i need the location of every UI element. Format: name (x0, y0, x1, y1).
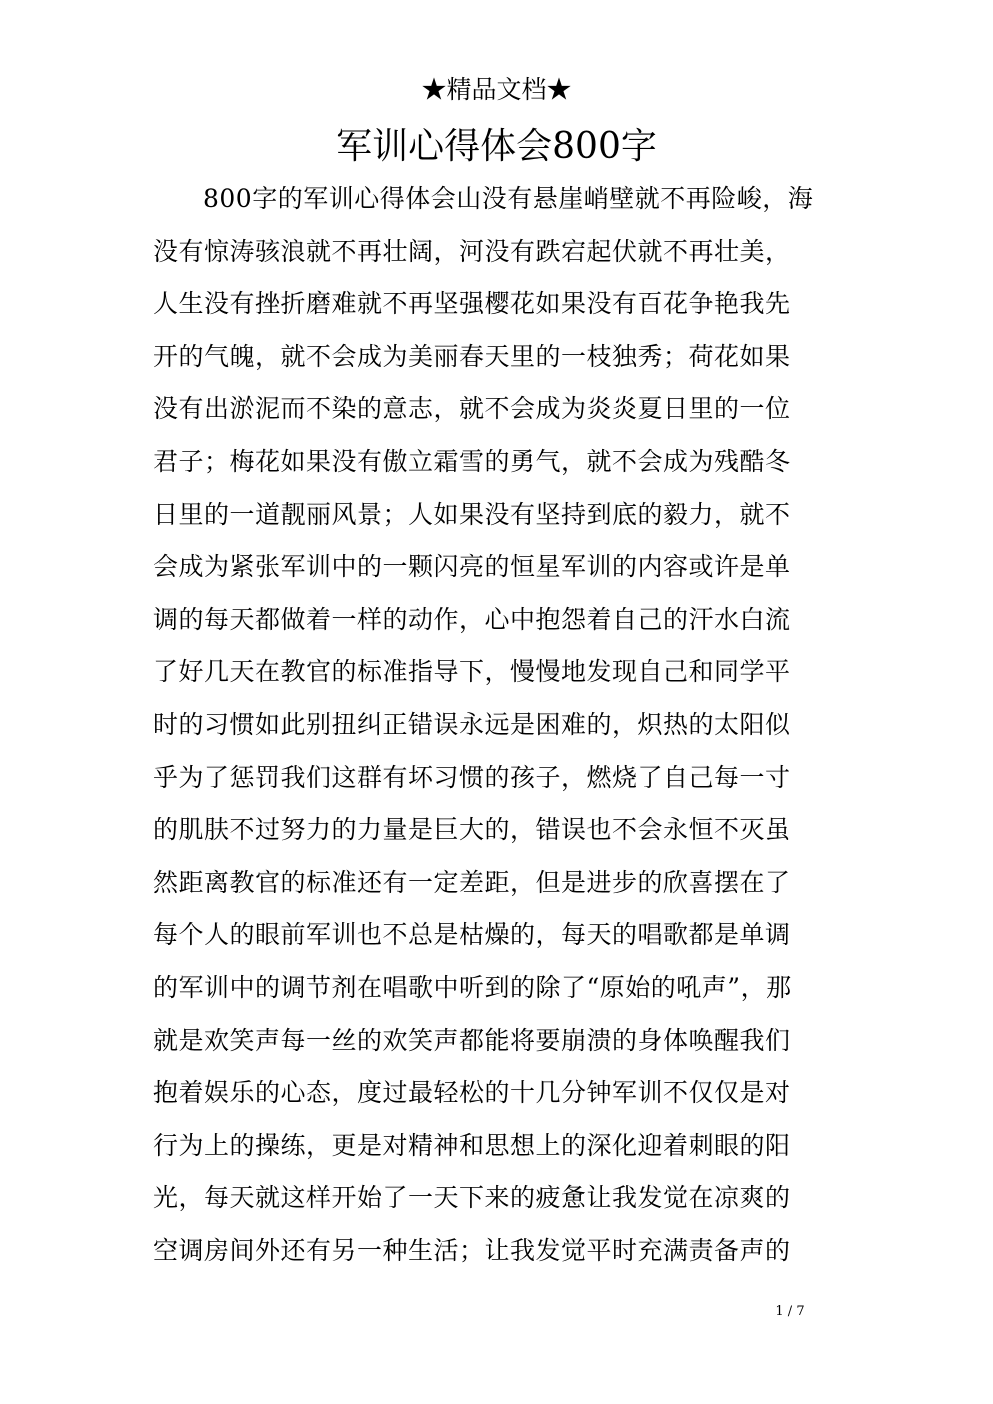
body-line: 人生没有挫折磨难就不再坚强樱花如果没有百花争艳我先 (153, 289, 791, 319)
body-line: 光，每天就这样开始了一天下来的疲惫让我发觉在凉爽的 (153, 1183, 791, 1213)
body-line: 会成为紧张军训中的一颗闪亮的恒星军训的内容或许是单 (153, 552, 791, 582)
body-line: 了好几天在教官的标准指导下，慢慢地发现自己和同学平 (153, 657, 791, 687)
page-number: 1 / 7 (775, 1304, 805, 1319)
header-mark: ★精品文档★ (421, 75, 572, 104)
body-line: 日里的一道靓丽风景；人如果没有坚持到底的毅力，就不 (153, 499, 791, 529)
body-line: 没有出淤泥而不染的意志，就不会成为炎炎夏日里的一位 (153, 394, 791, 424)
body-line: 每个人的眼前军训也不总是枯燥的，每天的唱歌都是单调 (153, 920, 791, 950)
body-line: 空调房间外还有另一种生活；让我发觉平时充满责备声的 (153, 1235, 791, 1265)
body-line: 时的习惯如此别扭纠正错误永远是困难的，炽热的太阳似 (153, 709, 791, 739)
body-line: 的肌肤不过努力的力量是巨大的，错误也不会永恒不灭虽 (153, 815, 791, 845)
body-line: 乎为了惩罚我们这群有坏习惯的孩子，燃烧了自己每一寸 (153, 762, 791, 792)
document-title: 军训心得体会800字 (336, 126, 657, 167)
body-line: 调的每天都做着一样的动作，心中抱怨着自己的汗水白流 (153, 604, 791, 634)
body-line: 的军训中的调节剂在唱歌中听到的除了“原始的吼声”，那 (153, 972, 792, 1002)
body-line: 君子；梅花如果没有傲立霜雪的勇气，就不会成为残酷冬 (153, 446, 791, 476)
document-body (153, 176, 843, 1280)
body-line: 800字的军训心得体会山没有悬崖峭壁就不再险峻，海 (203, 184, 814, 213)
body-line: 抱着娱乐的心态，度过最轻松的十几分钟军训不仅仅是对 (153, 1078, 791, 1108)
body-line: 没有惊涛骇浪就不再壮阔，河没有跌宕起伏就不再壮美， (153, 236, 791, 266)
body-line: 开的气魄，就不会成为美丽春天里的一枝独秀；荷花如果 (153, 341, 791, 371)
body-line: 就是欢笑声每一丝的欢笑声都能将要崩溃的身体唤醒我们 (153, 1025, 791, 1055)
body-line: 行为上的操练，更是对精神和思想上的深化迎着刺眼的阳 (153, 1130, 791, 1160)
body-line: 然距离教官的标准还有一定差距，但是进步的欣喜摆在了 (153, 867, 791, 897)
